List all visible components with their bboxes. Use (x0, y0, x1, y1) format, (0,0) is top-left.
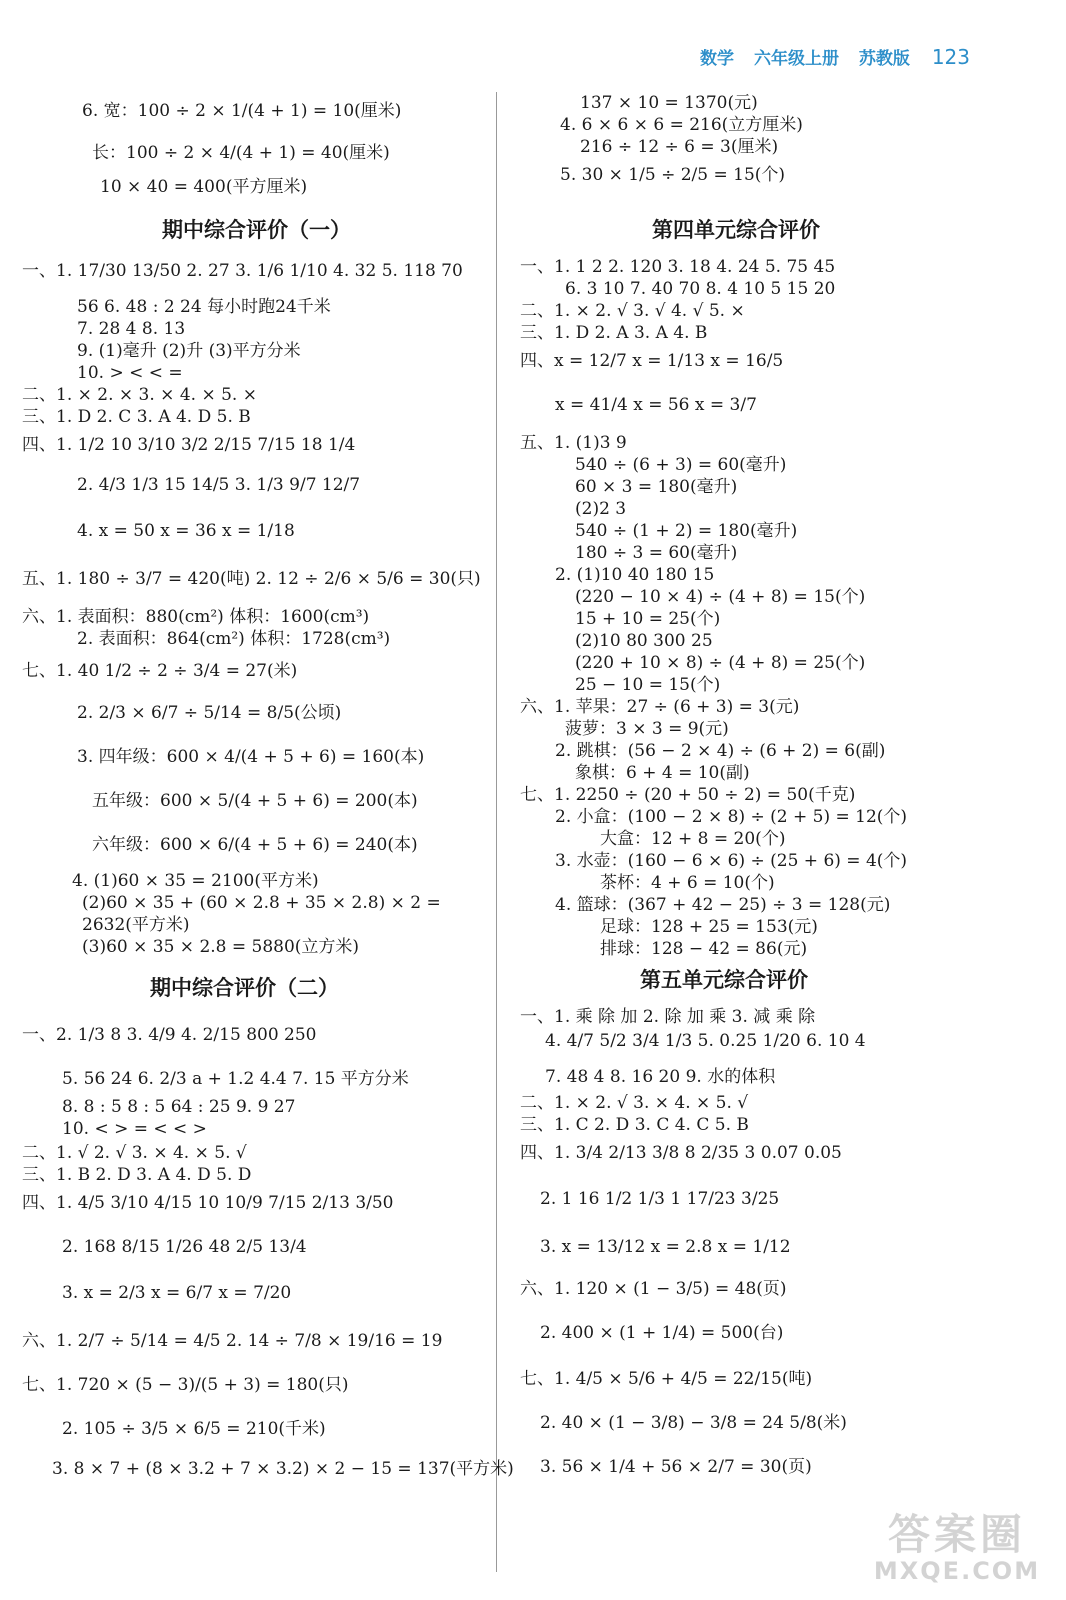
answer-line: 137 × 10 = 1370(元) (580, 93, 758, 113)
answer-line: 8. 8 : 5 8 : 5 64 : 25 9. 9 27 (62, 1097, 296, 1117)
answer-line: 长：100 ÷ 2 × 4/(4 + 1) = 40(厘米) (92, 143, 390, 163)
answer-line: 2. 400 × (1 + 1/4) = 500(台) (540, 1323, 784, 1343)
answer-line: 二、1. × 2. × 3. × 4. × 5. × (22, 385, 257, 405)
answer-line: 三、1. C 2. D 3. C 4. C 5. B (520, 1115, 749, 1135)
answer-line: 二、1. × 2. √ 3. √ 4. √ 5. × (520, 301, 745, 321)
answer-line: 2. 2/3 × 6/7 ÷ 5/14 = 8/5(公顷) (77, 703, 342, 723)
answer-line: 2. 40 × (1 − 3/8) − 3/8 = 24 5/8(米) (540, 1413, 847, 1433)
answer-line: 四、x = 12/7 x = 1/13 x = 16/5 (520, 351, 784, 371)
answer-line: 六年级：600 × 6/(4 + 5 + 6) = 240(本) (92, 835, 418, 855)
section-heading: 期中综合评价（二） (150, 976, 339, 1000)
answer-line: 15 + 10 = 25(个) (575, 609, 721, 629)
answer-line: 5. 56 24 6. 2/3 a + 1.2 4.4 7. 15 平方分米 (62, 1069, 409, 1089)
answer-line: 7. 48 4 8. 16 20 9. 水的体积 (545, 1067, 776, 1087)
answer-line: x = 41/4 x = 56 x = 3/7 (555, 395, 757, 415)
answer-line: (220 + 10 × 8) ÷ (4 + 8) = 25(个) (575, 653, 866, 673)
answer-line: (3)60 × 35 × 2.8 = 5880(立方米) (82, 937, 360, 957)
answer-line: 六、1. 2/7 ÷ 5/14 = 4/5 2. 14 ÷ 7/8 × 19/16 = 19 (22, 1331, 443, 1351)
page-header (686, 44, 970, 69)
answer-line: 排球：128 − 42 = 86(元) (600, 939, 808, 959)
answer-line: 3. x = 13/12 x = 2.8 x = 1/12 (540, 1237, 791, 1257)
page-number: 123 (931, 45, 970, 69)
answer-line: 一、1. 乘 除 加 2. 除 加 乘 3. 减 乘 除 (520, 1007, 816, 1027)
answer-line: 五、1. 180 ÷ 3/7 = 420(吨) 2. 12 ÷ 2/6 × 5/6 = 30(只) (22, 569, 481, 589)
answer-line: 540 ÷ (6 + 3) = 60(毫升) (575, 455, 787, 475)
answer-line: 一、1. 17/30 13/50 2. 27 3. 1/6 1/10 4. 32 5. 118 70 (22, 261, 463, 281)
answer-line: 10 × 40 = 400(平方厘米) (100, 177, 308, 197)
answer-line: 2. 表面积：864(cm²) 体积：1728(cm³) (77, 629, 391, 649)
answer-line: 9. (1)毫升 (2)升 (3)平方分米 (77, 341, 301, 361)
answer-line: 540 ÷ (1 + 2) = 180(毫升) (575, 521, 798, 541)
answer-line: 六、1. 120 × (1 − 3/5) = 48(页) (520, 1279, 787, 1299)
answer-line: 3. x = 2/3 x = 6/7 x = 7/20 (62, 1283, 292, 1303)
answer-line: 10. > < < = (77, 363, 183, 383)
answer-line: 2. 105 ÷ 3/5 × 6/5 = 210(千米) (62, 1419, 326, 1439)
answer-line: 7. 28 4 8. 13 (77, 319, 186, 339)
answer-line: 4. (1)60 × 35 = 2100(平方米) (72, 871, 319, 891)
answer-line: 2. 小盒：(100 − 2 × 8) ÷ (2 + 5) = 12(个) (555, 807, 908, 827)
watermark-logo (862, 1512, 1052, 1586)
answer-line: 56 6. 48 : 2 24 每小时跑24千米 (77, 297, 331, 317)
answer-line: 足球：128 + 25 = 153(元) (600, 917, 818, 937)
answer-line: 60 × 3 = 180(毫升) (575, 477, 738, 497)
answer-line: (2)60 × 35 + (60 × 2.8 + 35 × 2.8) × 2 = (82, 893, 441, 913)
section-heading: 第四单元综合评价 (652, 218, 820, 242)
answer-line: 三、1. D 2. A 3. A 4. B (520, 323, 708, 343)
answer-line: 3. 四年级：600 × 4/(4 + 5 + 6) = 160(本) (77, 747, 425, 767)
answer-line: 3. 56 × 1/4 + 56 × 2/7 = 30(页) (540, 1457, 812, 1477)
section-heading: 期中综合评价（一） (162, 218, 351, 242)
answer-line: 六、1. 苹果：27 ÷ (6 + 3) = 3(元) (520, 697, 800, 717)
answer-line: 六、1. 表面积：880(cm²) 体积：1600(cm³) (22, 607, 370, 627)
answer-line: 25 − 10 = 15(个) (575, 675, 721, 695)
answer-line: 5. 30 × 1/5 ÷ 2/5 = 15(个) (560, 165, 786, 185)
answer-line: 4. 6 × 6 × 6 = 216(立方厘米) (560, 115, 803, 135)
answer-line: 2. 168 8/15 1/26 48 2/5 13/4 (62, 1237, 307, 1257)
answer-line: 4. 4/7 5/2 3/4 1/3 5. 0.25 1/20 6. 10 4 (545, 1031, 866, 1051)
answer-line: 4. 篮球：(367 + 42 − 25) ÷ 3 = 128(元) (555, 895, 891, 915)
answer-line: 一、2. 1/3 8 3. 4/9 4. 2/15 800 250 (22, 1025, 317, 1045)
answer-line: 四、1. 3/4 2/13 3/8 8 2/35 3 0.07 0.05 (520, 1143, 842, 1163)
answer-line: 七、1. 40 1/2 ÷ 2 ÷ 3/4 = 27(米) (22, 661, 298, 681)
answer-line: 2. 跳棋：(56 − 2 × 4) ÷ (6 + 2) = 6(副) (555, 741, 886, 761)
answer-line: 四、1. 1/2 10 3/10 3/2 2/15 7/15 18 1/4 (22, 435, 356, 455)
answer-line: 180 ÷ 3 = 60(毫升) (575, 543, 738, 563)
answer-line: 6. 3 10 7. 40 70 8. 4 10 5 15 20 (565, 279, 836, 299)
answer-line: 二、1. × 2. √ 3. × 4. × 5. √ (520, 1093, 749, 1113)
answer-line: 五、1. (1)3 9 (520, 433, 627, 453)
answer-line: 2632(平方米) (82, 915, 190, 935)
answer-line: 茶杯：4 + 6 = 10(个) (600, 873, 775, 893)
answer-line: (2)10 80 300 25 (575, 631, 713, 651)
answer-line: 七、1. 4/5 × 5/6 + 4/5 = 22/15(吨) (520, 1369, 813, 1389)
answer-line: 10. < > = < < > (62, 1119, 207, 1139)
watermark-url: MXQE.COM (873, 1557, 1041, 1585)
answer-line: 菠萝：3 × 3 = 9(元) (565, 719, 729, 739)
answer-line: 3. 8 × 7 + (8 × 3.2 + 7 × 3.2) × 2 − 15 = 137(平方米) (52, 1459, 514, 1479)
answer-line: 象棋：6 + 4 = 10(副) (575, 763, 750, 783)
answer-line: 6. 宽：100 ÷ 2 × 1/(4 + 1) = 10(厘米) (82, 101, 402, 121)
header-grade: 六年级上册 (753, 49, 839, 69)
answer-line: 二、1. √ 2. √ 3. × 4. × 5. √ (22, 1143, 247, 1163)
answer-line: 三、1. D 2. C 3. A 4. D 5. B (22, 407, 251, 427)
answer-line: 4. x = 50 x = 36 x = 1/18 (77, 521, 295, 541)
answer-line: 七、1. 2250 ÷ (20 + 50 ÷ 2) = 50(千克) (520, 785, 856, 805)
answer-line: 一、1. 1 2 2. 120 3. 18 4. 24 5. 75 45 (520, 257, 836, 277)
answer-line: 216 ÷ 12 ÷ 6 = 3(厘米) (580, 137, 779, 157)
header-edition: 苏教版 (858, 49, 910, 69)
header-subject: 数学 (700, 49, 735, 69)
column-divider (496, 92, 497, 1572)
answer-line: 四、1. 4/5 3/10 4/15 10 10/9 7/15 2/13 3/50 (22, 1193, 394, 1213)
answer-line: 2. (1)10 40 180 15 (555, 565, 715, 585)
answer-line: 七、1. 720 × (5 − 3)/(5 + 3) = 180(只) (22, 1375, 349, 1395)
section-heading: 第五单元综合评价 (640, 968, 808, 992)
answer-line: 2. 1 16 1/2 1/3 1 17/23 3/25 (540, 1189, 780, 1209)
answer-line: (2)2 3 (575, 499, 627, 519)
answer-line: 3. 水壶：(160 − 6 × 6) ÷ (25 + 6) = 4(个) (555, 851, 908, 871)
answer-line: 大盒：12 + 8 = 20(个) (600, 829, 786, 849)
answer-line: 三、1. B 2. D 3. A 4. D 5. D (22, 1165, 252, 1185)
watermark-glyph: 答案圈 (887, 1510, 1026, 1559)
answer-line: (220 − 10 × 4) ÷ (4 + 8) = 15(个) (575, 587, 866, 607)
answer-line: 2. 4/3 1/3 15 14/5 3. 1/3 9/7 12/7 (77, 475, 361, 495)
answer-line: 五年级：600 × 5/(4 + 5 + 6) = 200(本) (92, 791, 418, 811)
